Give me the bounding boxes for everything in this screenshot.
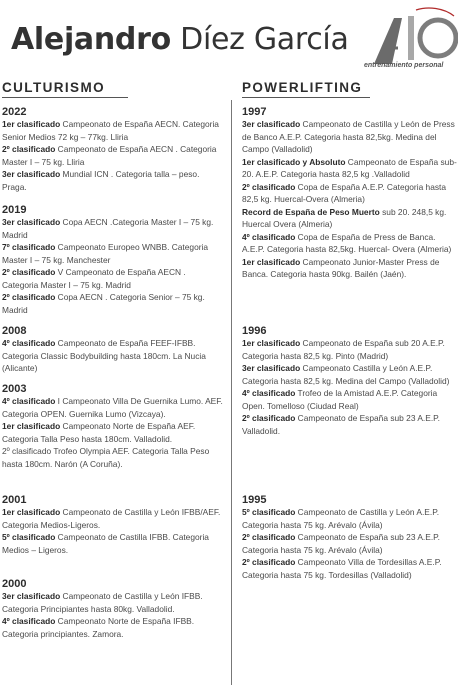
section-heading-powerlifting: POWERLIFTING [242,80,370,98]
award-entry: 3er clasificado Campeonato de Castilla y León de Press de Banco A.E.P. Categoria hasta 82,5kg. Medina del Campo (Valladolid) [242,119,455,154]
award-entry: 3er clasificado Campeonato Castilla y León A.E.P. Categoria hasta 82,5 kg. Medina del Campo (Valladolid) [242,363,450,386]
award-entry: 1er clasificado Campeonato Norte de España AEF. Categoria Talla Peso hasta 180cm. Valladolid. [2,421,196,444]
award-entry: 4º clasificado I Campeonato Villa De Guernika Lumo. AEF. Categoria OPEN. Guernika Lumo (Vizcaya). [2,396,223,419]
header [0,0,460,78]
award-entry: 2º clasificado Campeonato de España sub 23 A.E.P. Valladolid. [242,413,440,436]
year-block-1997 [242,106,458,281]
award-entry: 4º clasificado Copa de España de Press de Banca. A.E.P. Categoria hasta 82,5kg. Huercal- Overa (Almeria) [242,231,452,254]
year-label: 1996 [242,325,267,337]
year-label: 1997 [242,106,267,118]
award-entry: 4º clasificado Campeonato Norte de España IFBB. Categoria principiantes. Zamora. [2,616,195,639]
award-entry: 2º clasificado V Campeonato de España AECN . Categoria Master I – 75 kg. Madrid [2,267,186,290]
award-entry: 1er clasificado Campeonato Junior-Master Press de Banca. Categoria hasta 90kg. Bailén (Jaén). [242,256,440,279]
title-first-name: Alejandro [11,22,171,57]
year-block-1996 [242,325,458,437]
award-entry: 4º clasificado Trofeo de la Amistad A.E.P. Categoria Open. Tomelloso (Ciudad Real) [242,388,438,411]
year-block-2000 [2,578,224,640]
award-entry: 2º clasificado Copa AECN . Categoria Senior – 75 kg. Madrid [2,292,205,315]
year-label: 2001 [2,494,27,506]
award-entry: 2º clasificado Campeonato de España AECN . Categoria Master I – 75 kg. Lliria [2,144,217,167]
year-label: 2022 [2,106,27,118]
award-entry: 4º clasificado Campeonato de España FEEF-IFBB. Categoria Classic Bodybuilding hasta 180cm. La Nucia (Alicante) [2,338,206,373]
year-label: 2000 [2,578,27,590]
award-entry: 2º clasificado Copa de España A.E.P. Categoria hasta 82,5 kg. Huercal-Overa (Almeria) [242,181,447,204]
logo-tagline: entrenamiento personal [364,62,444,69]
year-block-2008 [2,325,224,375]
year-block-2001 [2,494,224,556]
award-entry: 1er clasificado y Absoluto Campeonato de España sub-20. A.E.P. Categoria hasta 82,5 kg .Valladolid [242,156,457,179]
page-title [11,22,349,57]
year-block-2019 [2,204,224,316]
award-entry: 1er clasificado Campeonato de Castilla y León IFBB/AEF. Categoria Medios-Ligeros. [2,507,221,530]
award-entry: Record de España de Peso Muerto sub 20. 248,5 kg. Huercal Overa (Almeria) [242,206,447,229]
year-label: 2003 [2,383,27,395]
year-label: 1995 [242,494,267,506]
powerlifting-column [242,80,458,680]
award-entry: 2º clasificado Trofeo Olympia AEF. Categoria Talla Peso hasta 180cm. Narón (A Coruña). [2,446,210,469]
culturismo-column [2,80,224,680]
award-entry: 5º clasificado Campeonato de Castilla IFBB. Categoria Medios – Ligeros. [2,532,209,555]
year-label: 2019 [2,204,27,216]
award-entry: 2º clasificado Campeonato Villa de Tordesillas A.E.P. Categoria hasta 75 kg. Tordesillas (Valladolid) [242,557,442,580]
award-entry: 2º clasificado Campeonato de España sub 23 A.E.P. Categoria hasta 75 kg. Arévalo (Ávila) [242,532,440,555]
column-divider [231,100,232,685]
award-entry: 3er clasificado Copa AECN .Categoria Master I – 75 kg. Madrid [2,217,214,240]
award-entry: 1er clasificado Campeonato de España sub 20 A.E.P. Categoria hasta 82,5 kg. Pinto (Madrid) [242,338,445,361]
award-entry: 7º clasificado Campeonato Europeo WNBB. Categoria Master I – 75 kg. Manchester [2,242,209,265]
year-block-1995 [242,494,458,581]
year-block-2003 [2,383,224,470]
award-entry: 5º clasificado Campeonato de Castilla y León A.E.P. Categoria hasta 75 kg. Arévalo (Ávila) [242,507,440,530]
award-entry: 3er clasificado Mundial ICN . Categoria talla – peso. Praga. [2,169,200,192]
section-heading-culturismo: CULTURISMO [2,80,128,98]
year-label: 2008 [2,325,27,337]
award-entry: 3er clasificado Campeonato de Castilla y León IFBB. Categoria Principiantes hasta 80kg. Valladolid. [2,591,203,614]
award-entry: 1er clasificado Campeonato de España AECN. Categoria Senior Medios 72 kg – 77kg. Lliria [2,119,219,142]
title-surname: Díez García [170,22,349,57]
year-block-2022 [2,106,224,193]
